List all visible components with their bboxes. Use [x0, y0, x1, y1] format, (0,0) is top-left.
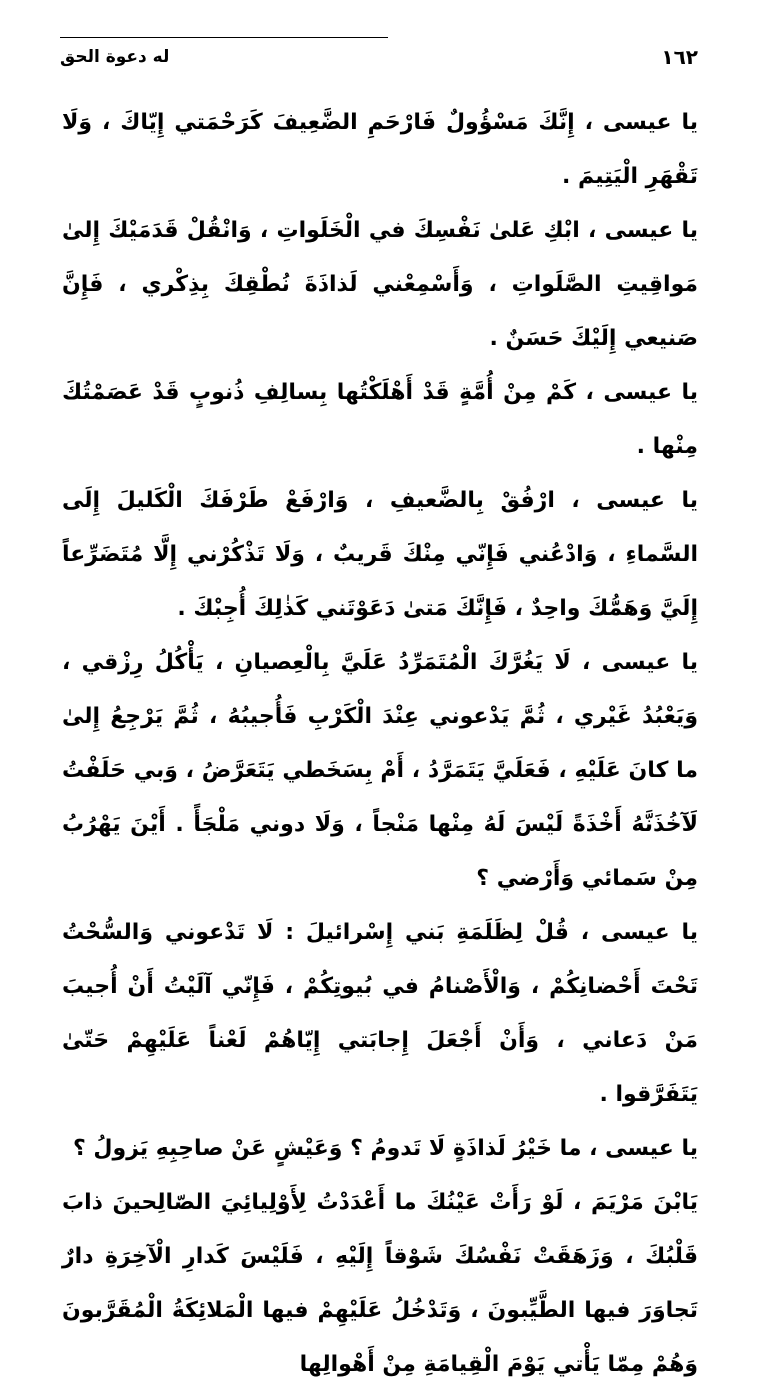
paragraph-6: يا عيسى ، قُلْ لِظَلَمَةِ بَني إِسْرائيلَ : لَا تَدْعوني وَالسُّحْتُ تَحْتَ أَحْضانِكُمْ ، وَالْأَصْنامُ في بُيوتِكُمْ ، فَإِنّي آلَيْتُ أَنْ أُجيبَ مَنْ دَعاني ، وَأَنْ أَجْعَلَ إِجابَتي إِيّاهُمْ لَعْناً عَلَيْهِمْ حَتّىٰ يَتَفَرَّقوا .	[62, 920, 698, 1107]
paragraph-2: يا عيسى ، ابْكِ عَلىٰ نَفْسِكَ في الْخَلَواتِ ، وَانْقُلْ قَدَمَيْكَ إِلىٰ مَواقِيتِ الصَّلَواتِ ، وَأَسْمِعْني لَذاذَةَ نُطْقِكَ بِذِكْري ، فَإِنَّ صَنيعي إِلَيْكَ حَسَنٌ .	[62, 218, 698, 351]
paragraph-4: يا عيسى ، ارْفُقْ بِالضَّعيفِ ، وَارْفَعْ طَرْفَكَ الْكَليلَ إِلَى السَّماءِ ، وَادْعُني فَإِنّي مِنْكَ قَريبٌ ، وَلَا تَذْكُرْني إِلَّا مُتَضَرِّعاً إِلَيَّ وَهَمُّكَ واحِدٌ ، فَإِنَّكَ مَتىٰ دَعَوْتَني كَذٰلِكَ أُجِبْكَ .	[62, 488, 698, 621]
paragraph-3: يا عيسى ، كَمْ مِنْ أُمَّةٍ قَدْ أَهْلَكْتُها بِسالِفِ ذُنوبٍ قَدْ عَصَمْتُكَ مِنْها .	[62, 380, 698, 459]
page-number: ١٦٢	[661, 45, 698, 69]
paragraph-7: يا عيسى ، ما خَيْرُ لَذاذَةٍ لَا تَدومُ ؟ وَعَيْشٍ عَنْ صاحِبِهِ يَزولُ ؟	[73, 1136, 698, 1161]
paragraph-1: يا عيسى ، إِنَّكَ مَسْؤُولٌ فَارْحَمِ الضَّعِيفَ كَرَحْمَتي إِيّاكَ ، وَلَا تَقْهَرِ الْيَتِيمَ .	[62, 110, 698, 189]
running-title: له دعوة الحق	[60, 47, 170, 67]
paragraph-5: يا عيسى ، لَا يَغُرَّكَ الْمُتَمَرِّدُ عَلَيَّ بِالْعِصيانِ ، يَأْكُلُ رِزْقي ، وَيَعْبُدُ غَيْري ، ثُمَّ يَدْعوني عِنْدَ الْكَرْبِ فَأُجيبُهُ ، ثُمَّ يَرْجِعُ إِلىٰ ما كانَ عَلَيْهِ ، فَعَلَيَّ يَتَمَرَّدُ ، أَمْ بِسَخَطي يَتَعَرَّضُ ، وَبي حَلَفْتُ لَآخُذَنَّهُ أَخْذَةً لَيْسَ لَهُ مِنْها مَنْجاً ، وَلَا دوني مَلْجَأً . أَيْنَ يَهْرُبُ مِنْ سَمائي وَأَرْضي ؟	[62, 650, 698, 891]
page-header	[60, 45, 698, 71]
header-rule	[60, 37, 388, 38]
body-text	[62, 96, 698, 1392]
paragraph-8: يَابْنَ مَرْيَمَ ، لَوْ رَأَتْ عَيْنُكَ ما أَعْدَدْتُ لِأَوْلِيائِيَ الصّالِحينَ ذابَ قَلْبُكَ ، وَزَهَقَتْ نَفْسُكَ شَوْقاً إِلَيْهِ ، فَلَيْسَ كَدارِ الْآخِرَةِ دارٌ تَجاوَرَ فيها الطَّيِّبونَ ، وَتَدْخُلُ عَلَيْهِمْ فيها الْمَلائِكَةُ الْمُقَرَّبونَ وَهُمْ مِمّا يَأْتي يَوْمَ الْقِيامَةِ مِنْ أَهْوالِها	[62, 1190, 698, 1377]
